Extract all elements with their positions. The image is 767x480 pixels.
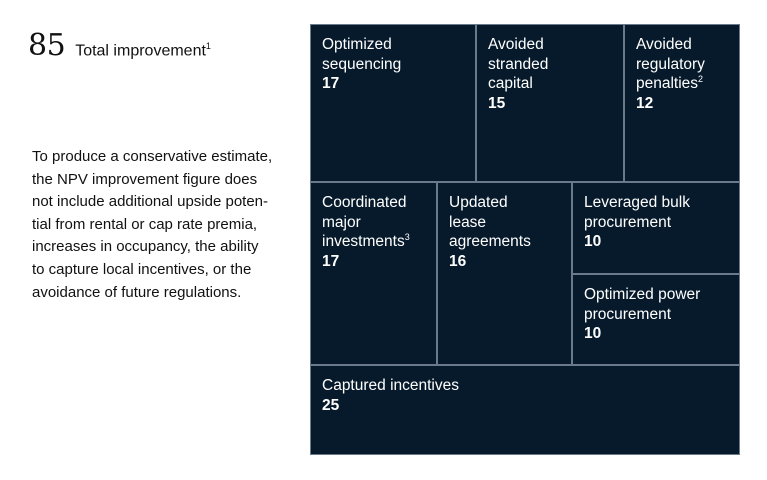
total-improvement — [28, 28, 211, 63]
treemap-cell-label-line — [322, 193, 425, 213]
treemap-cell-label-text: capital — [488, 75, 533, 93]
treemap-cell-label — [322, 376, 728, 396]
treemap-cell-label-text: Updated — [449, 194, 508, 211]
treemap-cell-value: 25 — [322, 396, 340, 414]
treemap-cell-value: 16 — [449, 252, 467, 270]
treemap-cell-label-line — [322, 55, 464, 75]
treemap-cell-value: 17 — [322, 252, 340, 270]
methodology-note — [32, 146, 282, 304]
treemap-cell — [310, 24, 476, 182]
treemap-cell-label-line — [584, 213, 728, 233]
note-line: To produce a conservative estimate, — [32, 148, 273, 165]
treemap-cell-label — [322, 35, 464, 74]
treemap-cell-label-line — [584, 193, 728, 213]
note-line: avoidance of future regulations. — [32, 283, 242, 301]
note-line: tial from rental or cap rate premia, — [32, 215, 258, 233]
treemap-cell-label-text: agreements — [449, 233, 531, 251]
treemap-cell-value: 12 — [636, 94, 654, 112]
total-footnote: 1 — [205, 40, 211, 51]
treemap-cell-label — [322, 193, 425, 252]
treemap-cell-label-text: Coordinated — [322, 194, 407, 211]
treemap-cell — [437, 182, 572, 365]
note-line: the NPV improvement figure does — [32, 170, 258, 188]
treemap-cell-label-text: stranded — [488, 55, 549, 73]
treemap-cell-label — [449, 193, 560, 252]
treemap-cell-label-line — [488, 74, 612, 94]
treemap-cell-label-line — [322, 376, 728, 396]
treemap-cell-label-text: procurement — [584, 213, 672, 231]
treemap-cell-label-text: lease — [449, 213, 487, 231]
treemap-cell — [624, 24, 740, 182]
treemap-cell-label — [584, 285, 728, 324]
total-value: 85 — [28, 28, 66, 63]
treemap-cell-label-text: Optimized power — [584, 286, 701, 303]
treemap-cell-label-text: regulatory — [636, 55, 705, 73]
treemap-cell-label-text: Captured incentives — [322, 377, 459, 394]
treemap-cell-value: 17 — [322, 75, 340, 93]
treemap-cell-label-line — [488, 55, 612, 75]
treemap-cell — [572, 182, 740, 274]
note-line: increases in occupancy, the ability — [32, 238, 259, 256]
note-line: to capture local incentives, or the — [32, 260, 252, 278]
treemap-cell-footnote: 3 — [404, 232, 410, 243]
treemap-cell-label-line — [636, 74, 728, 94]
treemap-cell-label-line — [584, 305, 728, 325]
treemap-cell-label-line — [636, 35, 728, 55]
treemap-cell-label — [584, 193, 728, 232]
total-label-text: Total improvement — [75, 42, 206, 59]
note-line: not include additional upside poten- — [32, 193, 269, 211]
treemap-cell-label-line — [322, 35, 464, 55]
treemap-cell — [310, 182, 437, 365]
treemap-cell-label-line — [488, 35, 612, 55]
treemap-cell-label-text: Avoided — [636, 36, 692, 53]
treemap-cell-value: 10 — [584, 233, 602, 251]
treemap-cell-label-line — [322, 213, 425, 233]
treemap-cell — [572, 274, 740, 365]
treemap-cell-label-text: penalties — [636, 75, 699, 93]
treemap-cell-label-line — [449, 232, 560, 252]
treemap-cell-label-line — [584, 285, 728, 305]
treemap-cell-label-line — [449, 193, 560, 213]
treemap-cell-label-text: Leveraged bulk — [584, 194, 690, 211]
treemap-cell-label-line — [449, 213, 560, 233]
treemap-cell-label-line — [322, 232, 425, 252]
treemap-cell — [476, 24, 624, 182]
treemap-cell — [310, 365, 740, 455]
total-label — [75, 41, 211, 60]
treemap-cell-value: 15 — [488, 94, 506, 112]
treemap-cell-footnote: 2 — [698, 74, 704, 85]
treemap-cell-label-text: Optimized — [322, 36, 392, 53]
treemap-cell-value: 10 — [584, 325, 602, 343]
treemap-cell-label — [636, 35, 728, 94]
treemap-cell-label-text: procurement — [584, 305, 672, 323]
treemap-cell-label — [488, 35, 612, 94]
treemap-cell-label-text: Avoided — [488, 36, 544, 53]
treemap-cell-label-text: major — [322, 213, 361, 231]
treemap-cell-label-line — [636, 55, 728, 75]
treemap-chart — [310, 24, 740, 455]
treemap-cell-label-text: investments — [322, 233, 405, 251]
treemap-cell-label-text: sequencing — [322, 55, 402, 73]
